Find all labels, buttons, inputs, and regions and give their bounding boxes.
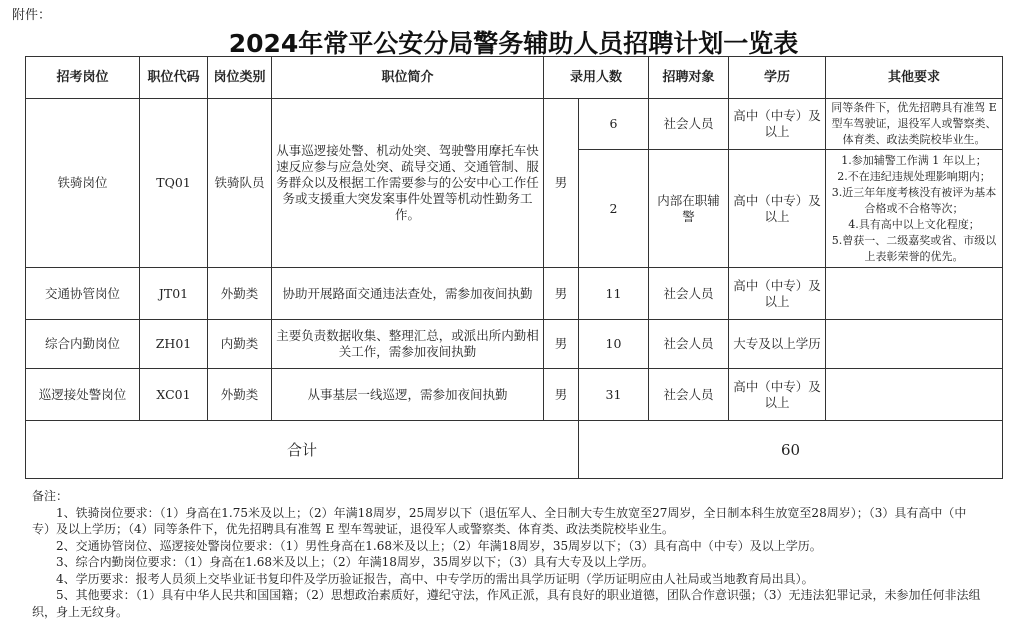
- header-other: 其他要求: [826, 57, 1003, 99]
- gender-cell: 男: [544, 268, 579, 320]
- header-category: 岗位类别: [208, 57, 272, 99]
- education-cell: 高中（中专）及以上: [729, 268, 826, 320]
- post-cell: 交通协管岗位: [26, 268, 140, 320]
- post-cell: 铁骑岗位: [26, 99, 140, 268]
- requirement-line: 5.曾获一、二级嘉奖或省、市级以上表彰荣誉的优先。: [831, 233, 997, 263]
- total-value: 60: [579, 421, 1003, 479]
- post-cell: 综合内勤岗位: [26, 320, 140, 369]
- table-row: [26, 369, 1003, 421]
- education-cell: 高中（中专）及以上: [729, 369, 826, 421]
- post-cell: 巡逻接处警岗位: [26, 369, 140, 421]
- education-cell: 高中（中专）及以上: [729, 99, 826, 150]
- header-post: 招考岗位: [26, 57, 140, 99]
- total-label: 合计: [26, 421, 579, 479]
- code-cell: JT01: [140, 268, 208, 320]
- brief-cell: 协助开展路面交通违法查处，需参加夜间执勤: [272, 268, 544, 320]
- note-item: 5、其他要求：（1）具有中华人民共和国国籍；（2）思想政治素质好，遵纪守法，作风正派，具有良好的职业道德，团队合作意识强；（3）无违法犯罪记录，未参加任何非法组织，身上无纹身。: [32, 588, 981, 619]
- count-cell: 2: [579, 150, 649, 268]
- note-item: 2、交通协管岗位、巡逻接处警岗位要求：（1）男性身高在1.68米及以上；（2）年满18周岁，35周岁以下；（3）具有高中（中专）及以上学历。: [56, 538, 822, 553]
- target-cell: 内部在职辅警: [649, 150, 729, 268]
- notes-section: [32, 488, 982, 620]
- target-cell: 社会人员: [649, 369, 729, 421]
- count-cell: 11: [579, 268, 649, 320]
- header-count: 录用人数: [544, 57, 649, 99]
- count-cell: 10: [579, 320, 649, 369]
- note-item: 1、铁骑岗位要求：（1）身高在1.75米及以上；（2）年满18周岁，25周岁以下（退伍军人、全日制大专生放宽至27周岁，全日制本科生放宽至28周岁）；（3）具有高中（中专）及以上学历；（4）同等条件下，优先招聘具有准驾 E 型车驾驶证，退役军人或警察类、体育类、政法类院校毕业生。: [32, 505, 967, 536]
- header-brief: 职位简介: [272, 57, 544, 99]
- page-title: 2024年常平公安分局警务辅助人员招聘计划一览表: [228, 29, 799, 58]
- target-cell: 社会人员: [649, 320, 729, 369]
- header-code: 职位代码: [140, 57, 208, 99]
- other-requirements-cell: [826, 320, 1003, 369]
- category-cell: 铁骑队员: [208, 99, 272, 268]
- notes-heading: 备注：: [32, 489, 69, 503]
- table-row: [26, 99, 1003, 150]
- education-cell: 大专及以上学历: [729, 320, 826, 369]
- education-cell: 高中（中专）及以上: [729, 150, 826, 268]
- requirement-line: 2.不在违纪违规处理影响期内；: [837, 169, 991, 183]
- count-cell: 31: [579, 369, 649, 421]
- total-row: [26, 421, 1003, 479]
- table-row: [26, 320, 1003, 369]
- requirement-line: 3.近三年年度考核没有被评为基本合格或不合格等次；: [831, 185, 997, 215]
- attachment-label: 附件：: [12, 8, 52, 23]
- count-cell: 6: [579, 99, 649, 150]
- requirement-line: 1.参加辅警工作满 1 年以上；: [841, 153, 987, 167]
- code-cell: ZH01: [140, 320, 208, 369]
- other-requirements-cell: [826, 268, 1003, 320]
- code-cell: XC01: [140, 369, 208, 421]
- gender-cell: 男: [544, 99, 579, 268]
- gender-cell: 男: [544, 320, 579, 369]
- requirement-line: 4.具有高中以上文化程度；: [848, 217, 980, 231]
- category-cell: 外勤类: [208, 268, 272, 320]
- category-cell: 外勤类: [208, 369, 272, 421]
- category-cell: 内勤类: [208, 320, 272, 369]
- brief-cell: 从事基层一线巡逻，需参加夜间执勤: [272, 369, 544, 421]
- recruitment-table: [25, 56, 1003, 479]
- other-requirements-cell: [826, 369, 1003, 421]
- note-item: 4、学历要求：报考人员须上交毕业证书复印件及学历验证报告，高中、中专学历的需出具学历证明（学历证明应由人社局或当地教育局出具）。: [56, 571, 814, 586]
- table-row: [26, 268, 1003, 320]
- note-item: 3、综合内勤岗位要求：（1）身高在1.68米及以上；（2）年满18周岁，35周岁以下；（3）具有大专及以上学历。: [56, 555, 654, 569]
- table-header-row: [26, 57, 1003, 99]
- brief-cell: 主要负责数据收集、整理汇总，或派出所内勤相关工作，需参加夜间执勤: [272, 320, 544, 369]
- other-requirements-cell: 同等条件下，优先招聘具有准驾 E 型车驾驶证，退役军人或警察类、体育类、政法类院校毕业生。: [826, 99, 1003, 150]
- code-cell: TQ01: [140, 99, 208, 268]
- gender-cell: 男: [544, 369, 579, 421]
- other-requirements-cell: [826, 150, 1003, 268]
- brief-cell: 从事巡逻接处警、机动处突、驾驶警用摩托车快速反应参与应急处突、疏导交通、交通管制、服务群众以及根据工作需要参与的公安中心工作任务或支援重大突发案事件处置等机动性勤务工作。: [272, 99, 544, 268]
- header-education: 学历: [729, 57, 826, 99]
- header-target: 招聘对象: [649, 57, 729, 99]
- target-cell: 社会人员: [649, 99, 729, 150]
- target-cell: 社会人员: [649, 268, 729, 320]
